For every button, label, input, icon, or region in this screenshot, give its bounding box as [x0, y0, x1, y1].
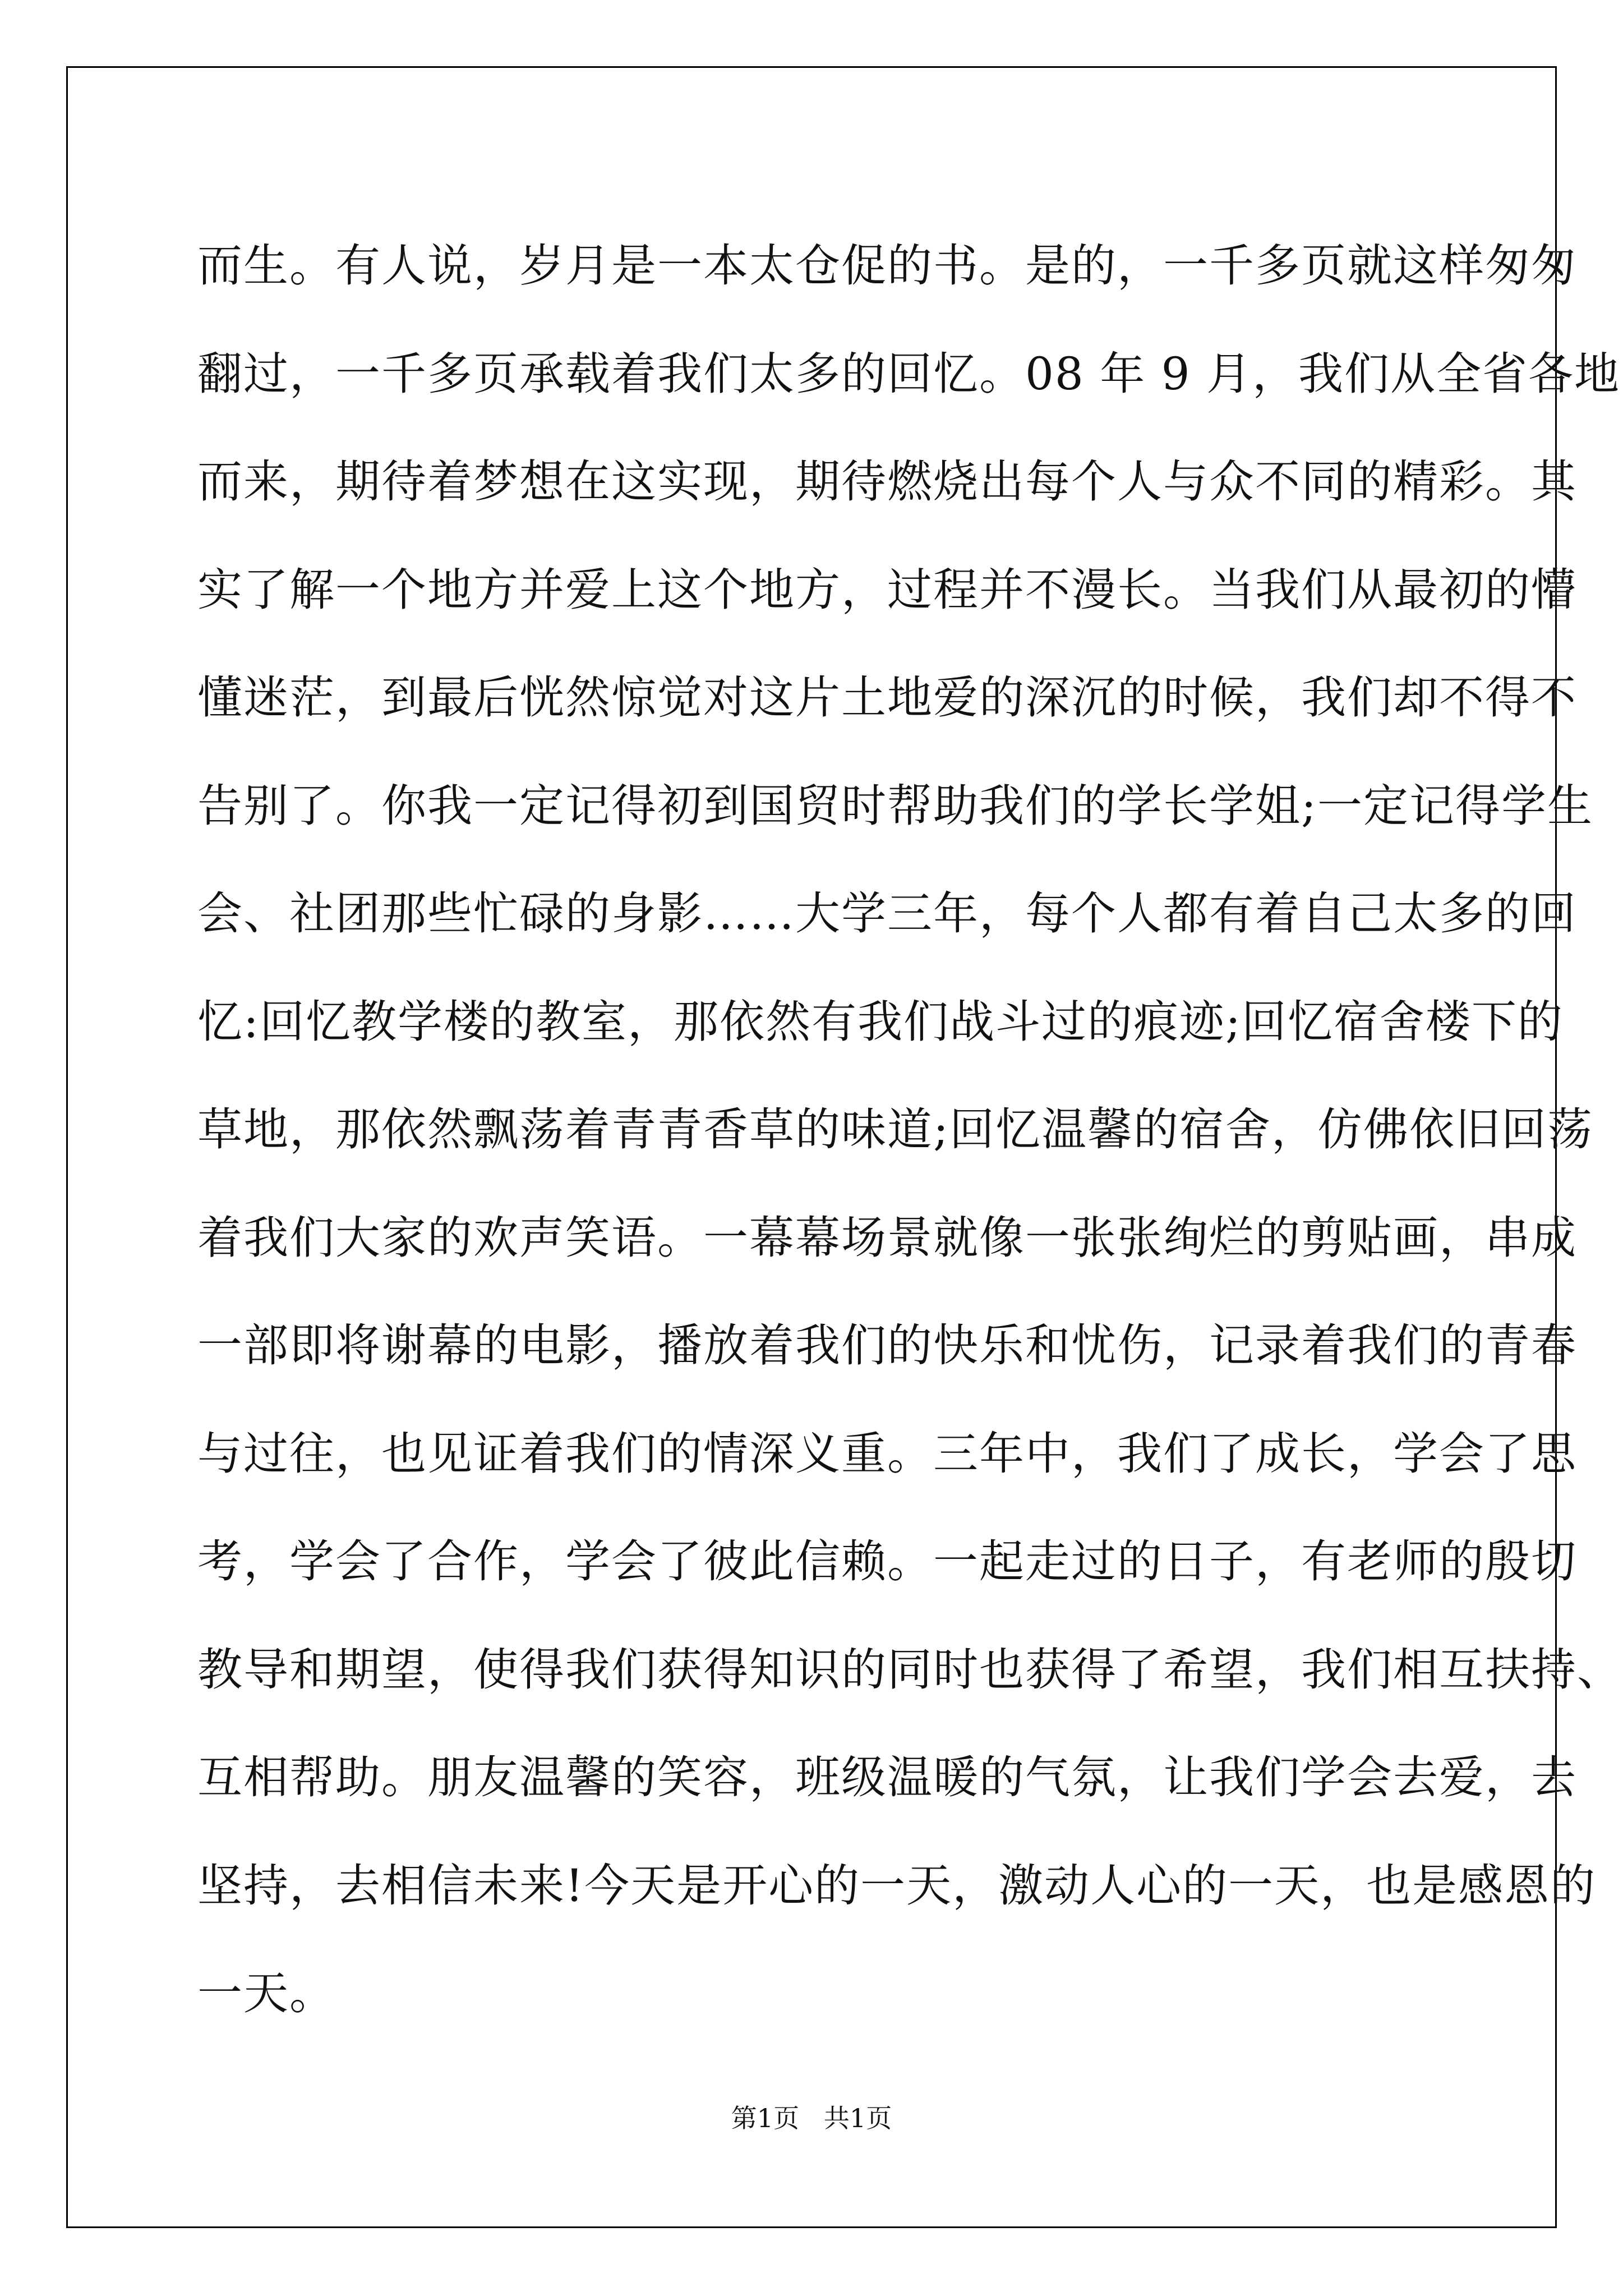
text-line-9: 草地，那依然飘荡着青青香草的味道;回忆温馨的宿舍，仿佛依旧回荡: [197, 1103, 1593, 1156]
text-line-3: 而来，期待着梦想在这实现，期待燃烧出每个人与众不同的精彩。其: [197, 455, 1577, 508]
page-number-footer: 第1页 共1页: [731, 2103, 892, 2133]
text-line-6: 告别了。你我一定记得初到国贸时帮助我们的学长学姐;一定记得学生: [197, 779, 1593, 832]
text-line-5: 懂迷茫，到最后恍然惊觉对这片土地爱的深沉的时候，我们却不得不: [197, 671, 1577, 724]
text-line-12: 与过往，也见证着我们的情深义重。三年中，我们了成长，学会了思: [197, 1427, 1577, 1480]
text-line-15: 互相帮助。朋友温馨的笑容，班级温暖的气氛，让我们学会去爱，去: [197, 1751, 1577, 1803]
text-line-13: 考，学会了合作，学会了彼此信赖。一起走过的日子，有老师的殷切: [197, 1535, 1577, 1588]
text-line-2: 翻过，一千多页承载着我们太多的回忆。08 年 9 月，我们从全省各地: [197, 347, 1620, 400]
body-text: [197, 212, 1623, 2048]
text-line-17: 一天。: [197, 1967, 335, 2019]
text-line-4: 实了解一个地方并爱上这个地方，过程并不漫长。当我们从最初的懵: [197, 563, 1577, 616]
text-line-1: 而生。有人说，岁月是一本太仓促的书。是的，一千多页就这样匆匆: [197, 240, 1577, 292]
text-line-16: 坚持，去相信未来!今天是开心的一天，激动人心的一天，也是感恩的: [197, 1859, 1597, 1912]
text-line-11: 一部即将谢幕的电影，播放着我们的快乐和忧伤，记录着我们的青春: [197, 1319, 1577, 1372]
text-line-8: 忆:回忆教学楼的教室，那依然有我们战斗过的痕迹;回忆宿舍楼下的: [197, 995, 1564, 1048]
text-line-10: 着我们大家的欢声笑语。一幕幕场景就像一张张绚烂的剪贴画，串成: [197, 1211, 1577, 1264]
text-line-7: 会、社团那些忙碌的身影……大学三年，每个人都有着自己太多的回: [197, 887, 1577, 940]
text-line-14: 教导和期望，使得我们获得知识的同时也获得了希望，我们相互扶持、: [197, 1643, 1623, 1696]
